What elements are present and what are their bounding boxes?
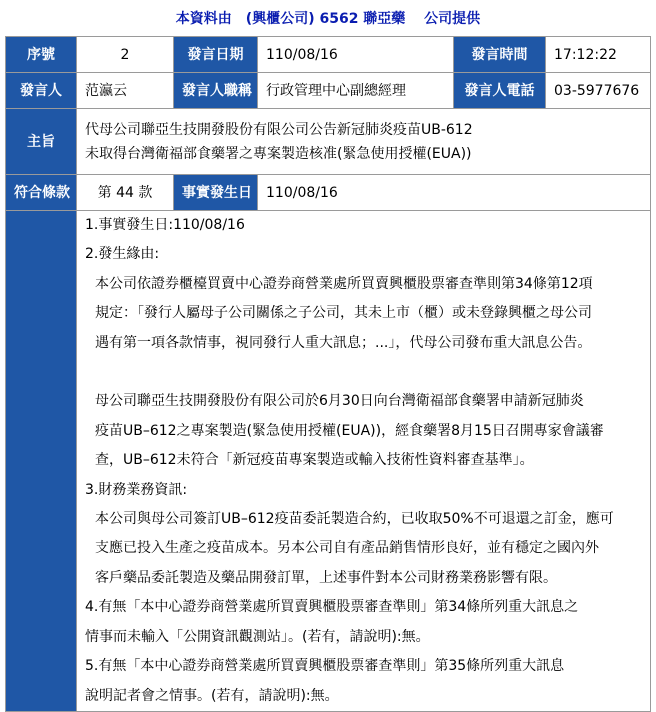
details-body (77, 211, 651, 712)
fact-date-label: 事實發生日 (174, 175, 258, 211)
details-label (6, 211, 77, 712)
detail-line: 3.財務業務資訊: (85, 481, 188, 498)
detail-line: 情事而未輸入「公開資訊觀測站」。(若有，請說明):無。 (85, 628, 430, 645)
detail-line: 本公司與母公司簽訂UB–612疫苗委託製造合約，已收取50%不可退還之訂金，應可 (95, 511, 614, 528)
phone-value: 03-5977676 (546, 73, 651, 109)
detail-line: 查，UB–612未符合「新冠疫苗專案製造或輸入技術性資料審查基準」。 (95, 452, 534, 469)
row-spokesperson (6, 73, 651, 109)
detail-line: 疫苗UB–612之專案製造(緊急使用授權(EUA))，經食藥署8月15日召開專家會議審 (95, 422, 604, 439)
detail-line: 支應已投入生產之疫苗成本。另本公司自有產品銷售情形良好，並有穩定之國內外 (95, 540, 599, 557)
clause-value: 第 44 款 (77, 175, 174, 211)
detail-line: 本公司依證券櫃檯買賣中心證券商營業處所買賣興櫃股票審查準則第34條第12項 (95, 275, 593, 292)
spokesperson-label: 發言人 (6, 73, 77, 109)
spokesperson-value: 范瀛云 (77, 73, 174, 109)
detail-line: 1.事實發生日:110/08/16 (85, 217, 245, 233)
row-details (6, 211, 651, 712)
time-label: 發言時間 (454, 37, 546, 73)
fact-date-value: 110/08/16 (258, 175, 651, 211)
row-subject (6, 109, 651, 175)
detail-line: 說明記者會之情事。(若有，請說明):無。 (85, 687, 339, 704)
subject-line: 代母公司聯亞生技開發股份有限公司公告新冠肺炎疫苗UB-612 (85, 121, 473, 138)
row-seq-date-time (6, 37, 651, 73)
subject-label: 主旨 (6, 109, 77, 175)
detail-blank-line (85, 358, 642, 387)
seq-label: 序號 (6, 37, 77, 73)
subject-value (77, 109, 651, 175)
announcement-table (5, 36, 651, 712)
detail-line: 5.有無「本中心證券商營業處所買賣興櫃股票審查準則」第35條所列重大訊息 (85, 658, 565, 675)
detail-line: 母公司聯亞生技開發股份有限公司於6月30日向台灣衛福部食藥署申請新冠肺炎 (95, 393, 584, 410)
title-value: 行政管理中心副總經理 (258, 73, 454, 109)
time-value: 17:12:22 (546, 37, 651, 73)
row-clause (6, 175, 651, 211)
detail-line: 2.發生緣由: (85, 246, 160, 263)
seq-value: 2 (77, 37, 174, 73)
detail-line: 客戶藥品委託製造及藥品開發訂單，上述事件對本公司財務業務影響有限。 (95, 569, 557, 586)
detail-line: 4.有無「本中心證券商營業處所買賣興櫃股票審查準則」第34條所列重大訊息之 (85, 599, 579, 616)
date-label: 發言日期 (174, 37, 258, 73)
announcement-banner: 本資料由 (興櫃公司) 6562 聯亞藥 公司提供 (175, 11, 481, 27)
subject-line: 未取得台灣衛福部食藥署之專案製造核准(緊急使用授權(EUA)) (85, 145, 472, 162)
clause-label: 符合條款 (6, 175, 77, 211)
phone-label: 發言人電話 (454, 73, 546, 109)
title-label: 發言人職稱 (174, 73, 258, 109)
detail-line: 規定：「發行人屬母子公司關係之子公司，其未上市（櫃）或未登錄興櫃之母公司 (95, 305, 592, 322)
detail-line: 遇有第一項各款情事，視同發行人重大訊息；...」，代母公司發布重大訊息公告。 (95, 334, 592, 351)
date-value: 110/08/16 (258, 37, 454, 73)
